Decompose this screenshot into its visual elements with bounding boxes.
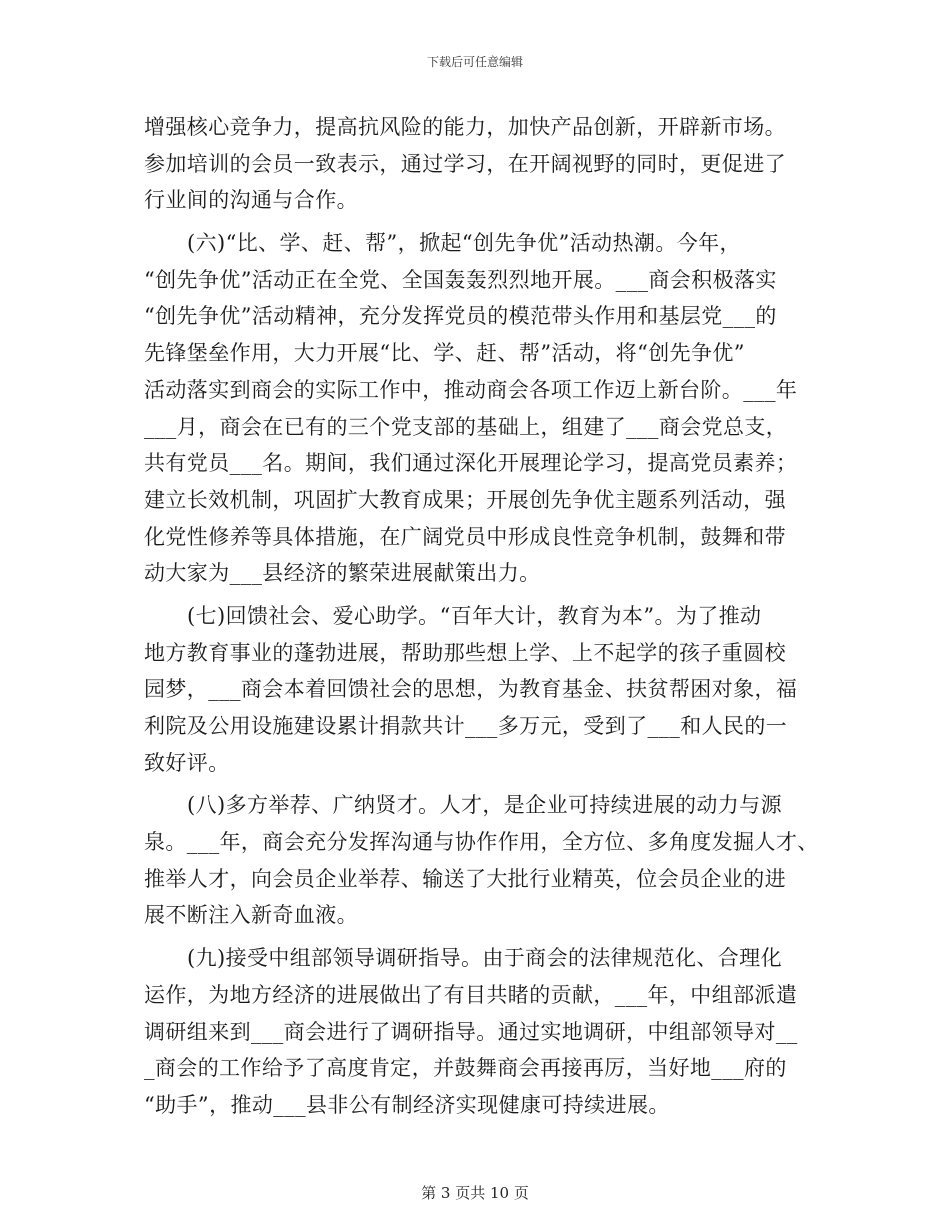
text-line: 调研组来到___商会进行了调研指导。通过实地调研，中组部领导对__ xyxy=(144,1019,798,1044)
text-line: (七)回馈社会、爱心助学。“百年大计，教育为本”。为了推动 xyxy=(187,603,762,628)
paragraph xyxy=(144,787,824,934)
paragraph xyxy=(144,940,824,1123)
paragraph xyxy=(144,598,824,781)
text-line: (九)接受中组部领导调研指导。由于商会的法律规范化、合理化 xyxy=(187,946,782,971)
text-line: 利院及公用设施建设累计捐款共计___多万元，受到了___和人民的一 xyxy=(144,714,788,738)
text-line: 化党性修养等具体措施，在广阔党员中形成良性竞争机制，鼓舞和带 xyxy=(144,524,786,549)
text-line: 推举人才，向会员企业举荐、输送了大批行业精英，位会员企业的进 xyxy=(144,866,786,891)
paragraph xyxy=(144,225,824,592)
text-line: (八)多方举荐、广纳贤才。人才，是企业可持续进展的动力与源 xyxy=(187,793,782,818)
text-line: 先锋堡垒作用，大力开展“比、学、赶、帮”活动，将“创先争优” xyxy=(144,341,745,366)
text-line: “创先争优”活动精神，充分发挥党员的模范带头作用和基层党___的 xyxy=(144,304,777,329)
document-body xyxy=(144,109,824,1124)
text-line: 展不断注入新奇血液。 xyxy=(144,903,358,928)
text-line: 园梦，___商会本着回馈社会的思想，为教育基金、扶贫帮困对象，福 xyxy=(144,677,798,702)
text-line: 建立长效机制，巩固扩大教育成果；开展创先争优主题系列活动，强 xyxy=(144,487,786,512)
text-line: 增强核心竞争力，提高抗风险的能力，加快产品创新，开辟新市场。 xyxy=(144,115,786,139)
text-line: “助手”，推动___县非公有制经济实现健康可持续进展。 xyxy=(144,1092,670,1117)
text-line: 参加培训的会员一致表示，通过学习，在开阔视野的同时，更促进了 xyxy=(144,151,786,176)
text-line: 共有党员___名。期间，我们通过深化开展理论学习，提高党员素养； xyxy=(144,451,798,476)
header-note: 下载后可任意编辑 xyxy=(426,55,523,69)
text-line: 运作，为地方经济的进展做出了有目共睹的贡献，___年，中组部派遣 xyxy=(144,982,798,1007)
page-number: 第 3 页共 10 页 xyxy=(421,1184,529,1202)
text-line: 致好评。 xyxy=(144,750,230,775)
text-line: 活动落实到商会的实际工作中，推动商会各项工作迈上新台阶。___年 xyxy=(144,377,798,402)
text-line: “创先争优”活动正在全党、全国轰轰烈烈地开展。___商会积极落实 xyxy=(144,267,777,292)
text-line: 行业间的沟通与合作。 xyxy=(144,188,358,213)
text-line: (六)“比、学、赶、帮”，掀起“创先争优”活动热潮。今年， xyxy=(187,231,741,256)
text-line: _商会的工作给予了高度肯定，并鼓舞商会再接再厉，当好地___府的 xyxy=(144,1056,787,1081)
text-line: ___月，商会在已有的三个党支部的基础上，组建了___商会党总支， xyxy=(144,414,788,439)
text-line: 泉。___年，商会充分发挥沟通与协作作用，全方位、多角度发掘人才、 xyxy=(144,830,819,855)
text-line: 动大家为___县经济的繁荣进展献策出力。 xyxy=(144,561,541,586)
paragraph xyxy=(144,109,824,219)
text-line: 地方教育事业的蓬勃进展，帮助那些想上学、上不起学的孩子重圆校 xyxy=(144,640,786,665)
